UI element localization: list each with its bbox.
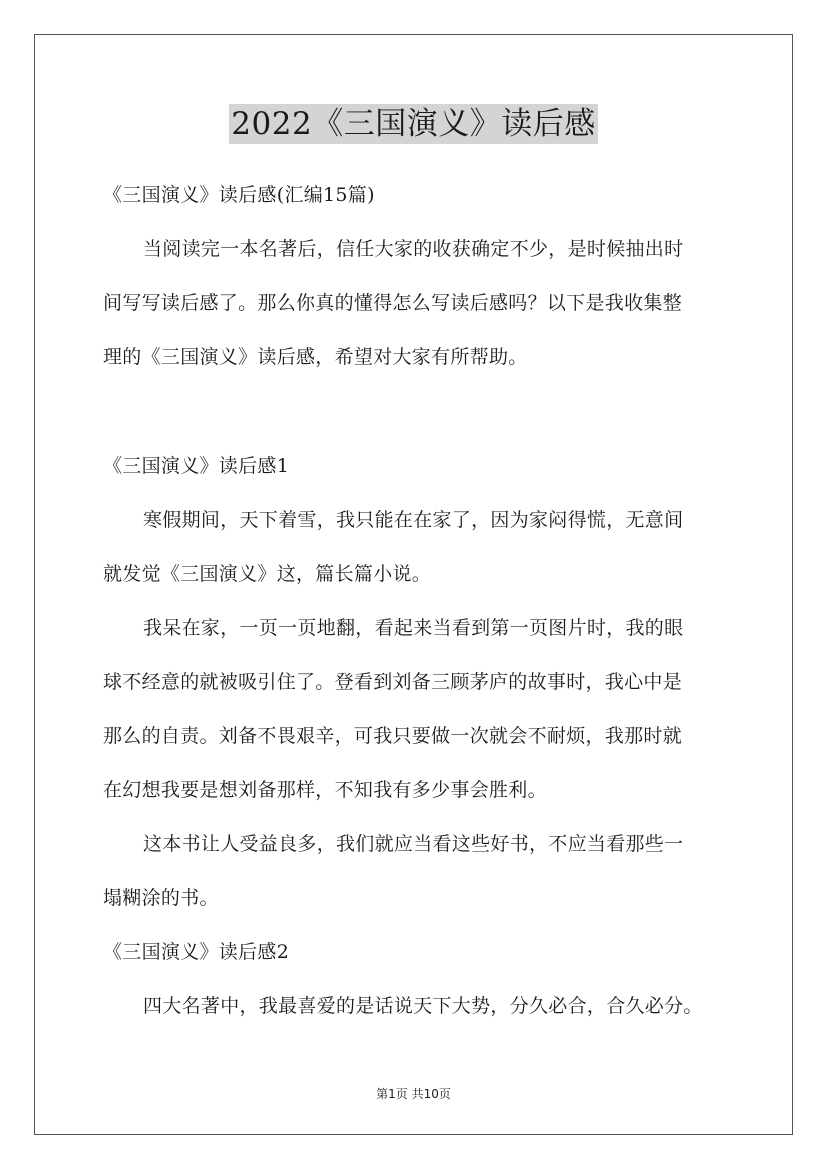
intro-line-2: 间写写读后感了。那么你真的懂得怎么写读后感吗？以下是我收集整	[103, 292, 683, 314]
document-subtitle: 《三国演义》读后感(汇编15篇)	[103, 184, 375, 206]
section-1-p2-line-4: 在幻想我要是想刘备那样，不知我有多少事会胜利。	[103, 779, 547, 801]
section-1-p2-line-1: 我呆在家，一页一页地翻，看起来当看到第一页图片时，我的眼	[143, 617, 684, 639]
section-1-p2-line-3: 那么的自责。刘备不畏艰辛，可我只要做一次就会不耐烦，我那时就	[103, 725, 683, 747]
document-title-wrap	[0, 104, 827, 144]
section-1-heading: 《三国演义》读后感1	[103, 455, 290, 477]
section-1-p3-line-2: 塌糊涂的书。	[103, 887, 219, 909]
section-1-p2-line-2: 球不经意的就被吸引住了。登看到刘备三顾茅庐的故事时，我心中是	[103, 671, 683, 693]
section-1-p1-line-2: 就发觉《三国演义》这，篇长篇小说。	[103, 563, 432, 585]
section-1-p1-line-1: 寒假期间，天下着雪，我只能在在家了，因为家闷得慌，无意间	[143, 509, 684, 531]
section-2-p1-line-1: 四大名著中，我最喜爱的是话说天下大势，分久必合，合久必分。	[143, 995, 703, 1017]
page-footer: 第1页 共10页	[376, 1087, 451, 1101]
section-1-p3-line-1: 这本书让人受益良多，我们就应当看这些好书，不应当看那些一	[143, 833, 684, 855]
intro-line-1: 当阅读完一本名著后，信任大家的收获确定不少，是时候抽出时	[143, 238, 684, 260]
document-title: 2022《三国演义》读后感	[231, 106, 596, 142]
intro-line-3: 理的《三国演义》读后感，希望对大家有所帮助。	[103, 346, 528, 368]
section-2-heading: 《三国演义》读后感2	[103, 941, 290, 963]
